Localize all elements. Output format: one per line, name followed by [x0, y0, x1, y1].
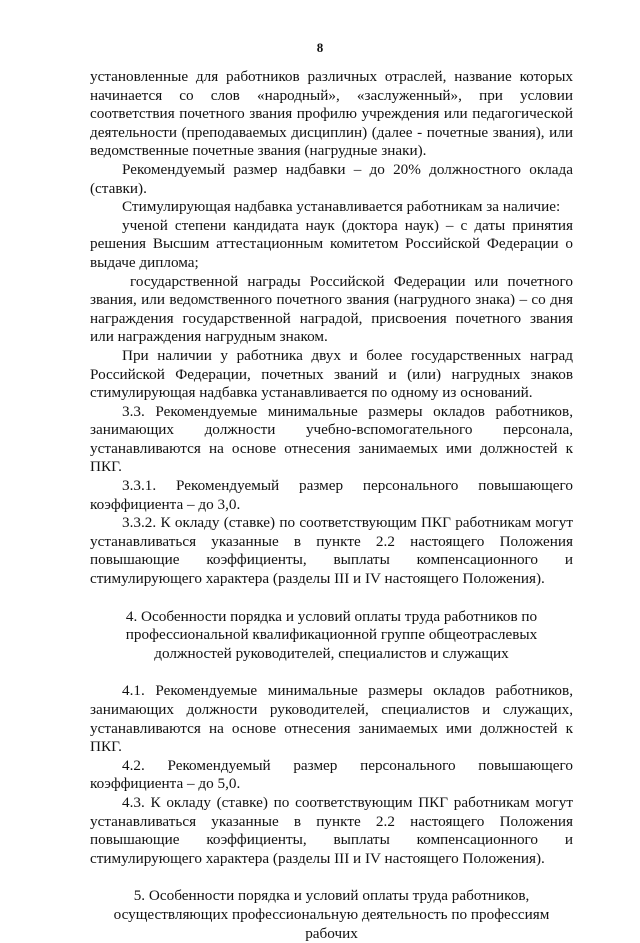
paragraph-4-1: 4.1. Рекомендуемые минимальные размеры окладов работников, занимающих должности руководителей, специалистов и служащих, устанавливаются на основе отнесения занимаемых ими должностей к ПКГ. — [90, 682, 573, 756]
paragraph-3-3: 3.3. Рекомендуемые минимальные размеры окладов работников, занимающих должности учебно-вспомогательного персонала, устанавливаются на основе отнесения занимаемых ими должностей к ПКГ. — [90, 402, 573, 476]
paragraph-honorary-titles: установленные для работников различных отраслей, название которых начинается со слов «народный», «заслуженный», при условии соответствия почетного звания профилю учреждения или педагогической деятельности (преподаваемых дисциплин) (далее - почетные звания), или ведомственные почетные звания (нагрудные знаки). — [90, 68, 573, 160]
section-4-heading: 4. Особенности порядка и условий оплаты труда работников по профессиональной квалификационной группе общеотраслевых должностей руководителей, специалистов и служащих — [125, 607, 538, 662]
paragraph-3-3-2: 3.3.2. К окладу (ставке) по соответствующим ПКГ работникам могут устанавливаться указанные в пункте 2.2 настоящего Положения повышающие коэффициенты, выплаты компенсационного и стимулирующего характера (разделы III и IV настоящего Положения). — [90, 514, 573, 588]
paragraph-4-2: 4.2. Рекомендуемый размер персонального повышающего коэффициента – до 5,0. — [90, 756, 573, 793]
paragraph-state-award: государственной награды Российской Федерации или почетного звания, или ведомственного почетного звания (нагрудного знака) – со дня награждения государственной наградой, присвоения почетного звания или награждения нагрудным знаком. — [90, 272, 573, 346]
paragraph-multiple-awards: При наличии у работника двух и более государственных наград Российской Федерации, почетных званий и (или) нагрудных знаков стимулирующая надбавка устанавливается по одному из оснований. — [90, 346, 573, 402]
paragraph-bonus-basis: Стимулирующая надбавка устанавливается работникам за наличие: — [122, 198, 561, 216]
paragraph-bonus-size: Рекомендуемый размер надбавки – до 20% должностного оклада (ставки). — [90, 160, 573, 197]
page-number: 8 — [316, 40, 324, 55]
paragraph-4-3: 4.3. К окладу (ставке) по соответствующим ПКГ работникам могут устанавливаться указанные в пункте 2.2 настоящего Положения повышающие коэффициенты, выплаты компенсационного и стимулирующего характера (разделы III и IV настоящего Положения). — [90, 793, 573, 867]
document-body — [90, 68, 573, 943]
paragraph-academic-degree: ученой степени кандидата наук (доктора наук) – с даты принятия решения Высшим аттестационным комитетом Российской Федерации о выдаче диплома; — [90, 216, 573, 271]
paragraph-3-3-1: 3.3.1. Рекомендуемый размер персонального повышающего коэффициента – до 3,0. — [90, 477, 573, 513]
section-5-heading: 5. Особенности порядка и условий оплаты труда работников, осуществляющих профессиональную деятельность по профессиям рабочих — [113, 887, 550, 942]
